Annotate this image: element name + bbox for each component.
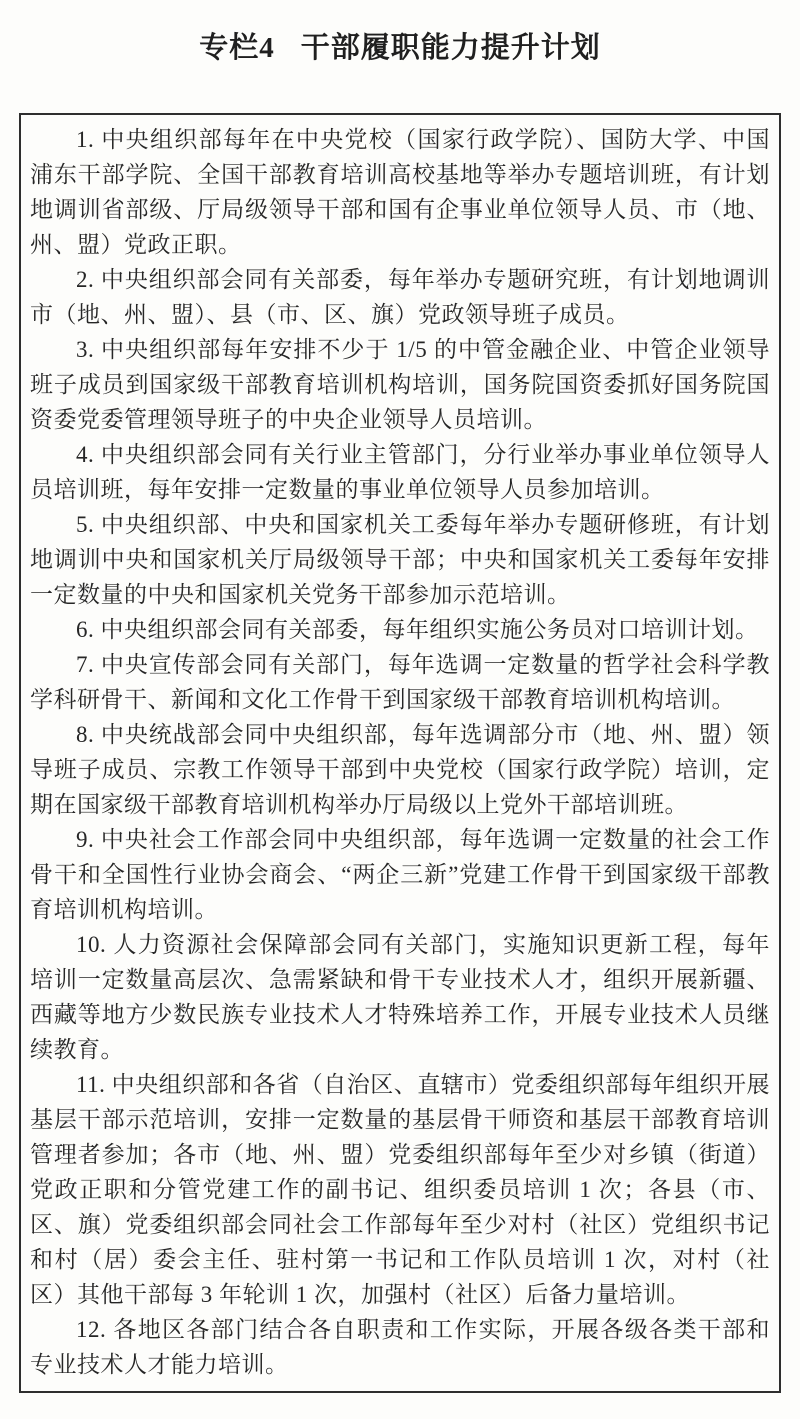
- column-label: 专栏4: [199, 32, 275, 64]
- list-item-2: 2. 中央组织部会同有关部委，每年举办专题研究班，有计划地调训市（地、州、盟）、县（市、区、旗）党政领导班子成员。: [30, 267, 770, 327]
- list-item-7: 7. 中央宣传部会同有关部门，每年选调一定数量的哲学社会科学教学科研骨干、新闻和文化工作骨干到国家级干部教育培训机构培训。: [30, 652, 770, 712]
- list-item-6: 6. 中央组织部会同有关部委，每年组织实施公务员对口培训计划。: [76, 617, 759, 642]
- list-item-11: 11. 中央组织部和各省（自治区、直辖市）党委组织部每年组织开展基层干部示范培训，安排一定数量的基层骨干师资和基层干部教育培训管理者参加；各市（地、州、盟）党委组织部每年至少对乡镇（街道）党政正职和分管党建工作的副书记、组织委员培训 1 次；各县（市、区、旗）党委组织部会同社会工作部每年至少对村（社区）党组织书记和村（居）委会主任、驻村第一书记和工作队员培训 1 次，对村（社区）其他干部每 3 年轮训 1 次，加强村（社区）后备力量培训。: [30, 1072, 770, 1307]
- list-item-3: 3. 中央组织部每年安排不少于 1/5 的中管金融企业、中管企业领导班子成员到国家级干部教育培训机构培训，国务院国资委抓好国务院国资委党委管理领导班子的中央企业领导人员培训。: [30, 337, 770, 432]
- column-title-text: 干部履职能力提升计划: [300, 32, 601, 64]
- page-title: [0, 0, 800, 68]
- list-item-1: 1. 中央组织部每年在中央党校（国家行政学院）、国防大学、中国浦东干部学院、全国干部教育培训高校基地等举办专题培训班，有计划地调训省部级、厅局级领导干部和国有企事业单位领导人员、市（地、州、盟）党政正职。: [30, 127, 770, 257]
- list-item-4: 4. 中央组织部会同有关行业主管部门，分行业举办事业单位领导人员培训班，每年安排一定数量的事业单位领导人员参加培训。: [30, 442, 770, 502]
- list-item-8: 8. 中央统战部会同中央组织部，每年选调部分市（地、州、盟）领导班子成员、宗教工作领导干部到中央党校（国家行政学院）培训，定期在国家级干部教育培训机构举办厅局级以上党外干部培训班。: [30, 722, 770, 817]
- list-item-5: 5. 中央组织部、中央和国家机关工委每年举办专题研修班，有计划地调训中央和国家机关厅局级领导干部；中央和国家机关工委每年安排一定数量的中央和国家机关党务干部参加示范培训。: [30, 512, 770, 607]
- list-item-9: 9. 中央社会工作部会同中央组织部，每年选调一定数量的社会工作骨干和全国性行业协会商会、“两企三新”党建工作骨干到国家级干部教育培训机构培训。: [30, 827, 770, 922]
- list-item-10: 10. 人力资源社会保障部会同有关部门，实施知识更新工程，每年培训一定数量高层次、急需紧缺和骨干专业技术人才，组织开展新疆、西藏等地方少数民族专业技术人才特殊培养工作，开展专业技术人员继续教育。: [30, 932, 770, 1062]
- list-item-12: 12. 各地区各部门结合各自职责和工作实际，开展各级各类干部和专业技术人才能力培训。: [30, 1317, 770, 1377]
- content-box: [19, 113, 781, 1393]
